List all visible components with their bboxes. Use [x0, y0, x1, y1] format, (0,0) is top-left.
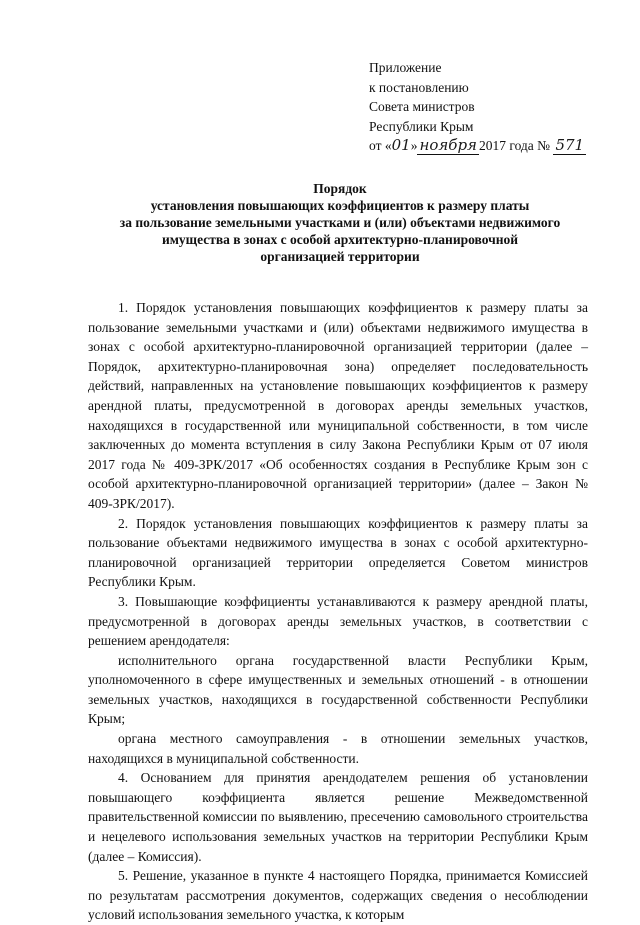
- paragraph-1: 1. Порядок установления повышающих коэффициентов к размеру платы за пользование земельными участками и (или) объектами недвижимого имущества в зонах с особой архитектурно-планировочной организацией территории (далее – Порядок, архитектурно-планировочная зона) определяет последовательность действий, направленных на установление повышающих коэффициентов к размеру арендной платы, предусмотренной в договорах аренды земельных участков, находящихся в государственной или муниципальной собственности, в том числе заключенных до момента вступления в силу Закона Республики Крым от 07 июля 2017 года № 409-ЗРК/2017 «Об особенностях создания в Республике Крым зон с особой архитектурно-планировочной организацией территории» (далее – Закон № 409-ЗРК/2017).: [88, 300, 588, 511]
- paragraph-3-sub-2: органа местного самоуправления - в отношении земельных участков, находящихся в муниципальной собственности.: [88, 731, 588, 766]
- paragraph-3: 3. Повышающие коэффициенты устанавливаются к размеру арендной платы, предусмотренной в договорах аренды земельных участков, в соответствии с решением арендодателя:: [88, 593, 588, 649]
- paragraph-5: 5. Решение, указанное в пункте 4 настоящего Порядка, принимается Комиссией по результатам рассмотрения документов, содержащих сведения о несоблюдении условий использования земельного участка, к которым: [88, 868, 588, 923]
- title-line: за пользование земельными участками и (или) объектами недвижимого: [119, 215, 561, 230]
- appendix-date-line: [369, 136, 586, 156]
- handwritten-day: 01: [391, 136, 411, 155]
- paragraph-4: 4. Основанием для принятия арендодателем решения об установлении повышающего коэффициента является решение Межведомственной правительственной комиссии по выявлению, пресечению самовольного строительства и нецелевого использования земельных участков на территории Республики Крым (далее – Комиссия).: [88, 770, 588, 864]
- appendix-block: [369, 58, 586, 156]
- appendix-line: Совета министров: [369, 99, 475, 115]
- paragraph-2: 2. Порядок установления повышающих коэффициентов к размеру платы за пользование объектами недвижимого имущества в зонах с особой архитектурно-планировочной организацией территории определяется Советом министров Республики Крым.: [88, 515, 588, 590]
- title-line: организацией территории: [260, 249, 420, 264]
- title-line: имущества в зонах с особой архитектурно-планировочной: [161, 232, 519, 247]
- date-year: 2017 года №: [479, 138, 551, 154]
- handwritten-number: 571: [555, 136, 585, 155]
- date-prefix: от «: [369, 138, 392, 154]
- date-mid: »: [410, 138, 418, 154]
- document-body: [88, 298, 588, 925]
- title-line: установления повышающих коэффициентов к размеру платы: [150, 198, 530, 213]
- appendix-line: Республики Крым: [369, 118, 474, 134]
- document-title: [70, 180, 610, 265]
- paragraph-3-sub-1: исполнительного органа государственной власти Республики Крым, уполномоченного в сфере имущественных и земельных отношений - в отношении земельных участков, находящихся в государственной собственности Республики Крым;: [88, 652, 588, 727]
- appendix-line: к постановлению: [369, 79, 469, 95]
- handwritten-month: ноября: [419, 136, 477, 155]
- title-line: Порядок: [313, 181, 367, 196]
- appendix-line: Приложение: [369, 60, 442, 75]
